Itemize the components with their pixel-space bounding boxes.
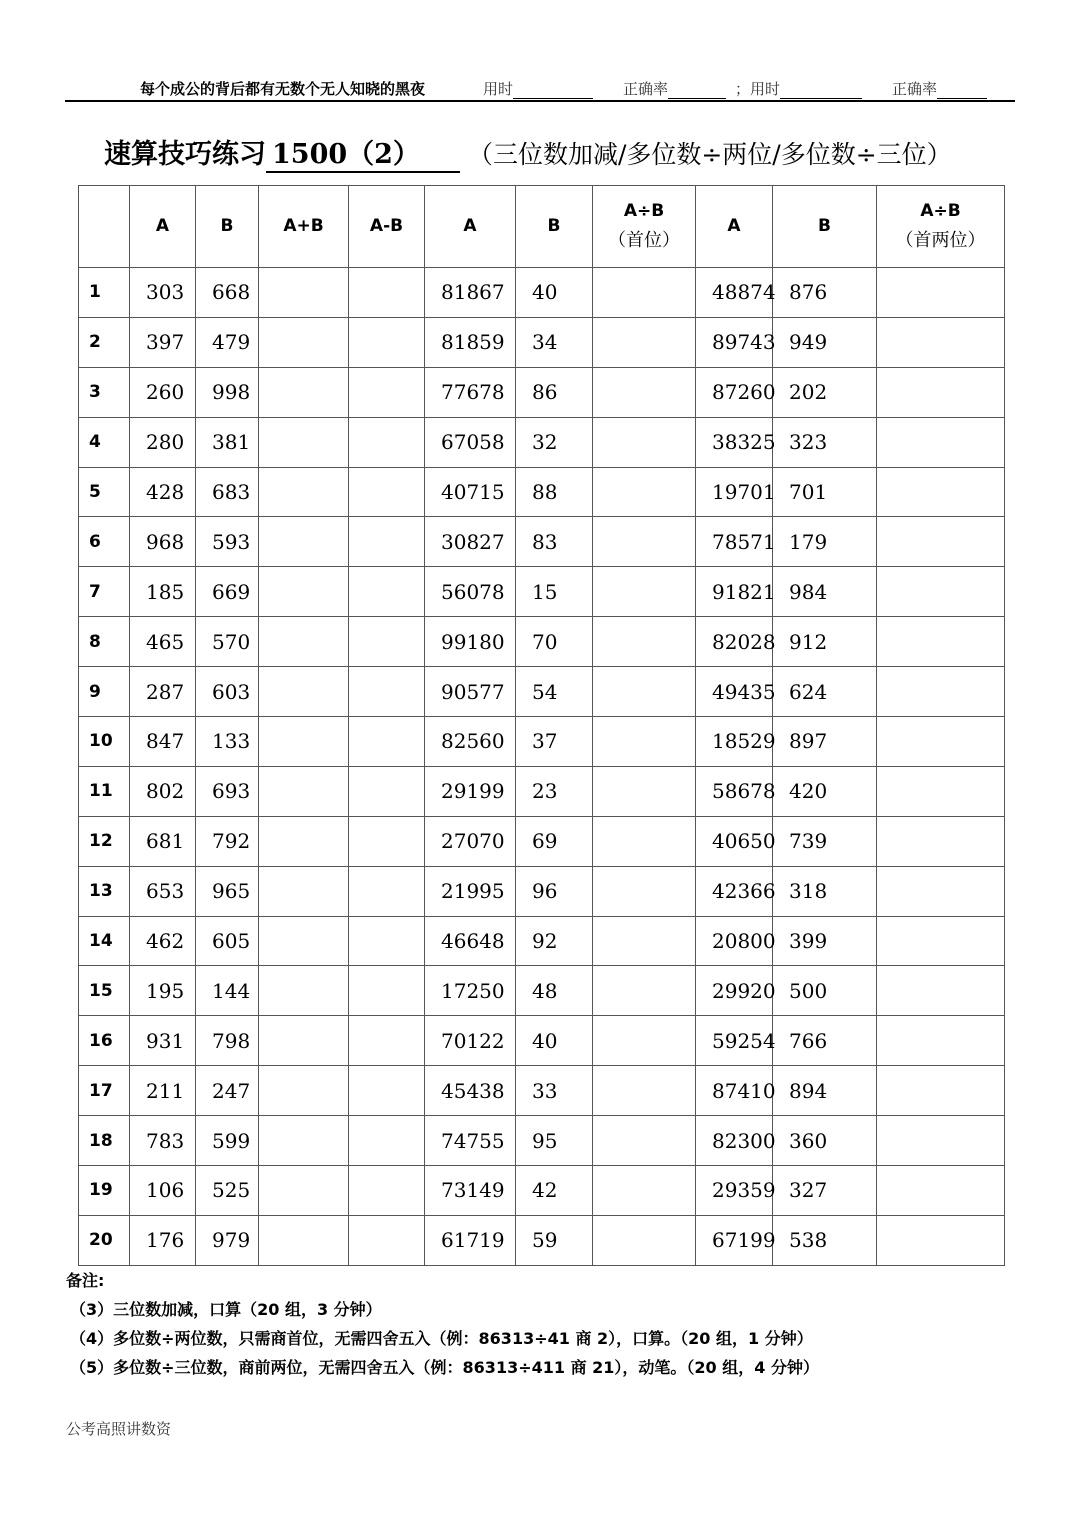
a2-value-cell: 21995 xyxy=(425,866,516,916)
b3-value-cell: 701 xyxy=(773,467,877,517)
row-index-cell: 14 xyxy=(79,916,130,966)
a1-value-cell: 195 xyxy=(130,966,196,1016)
b3-value-cell: 500 xyxy=(773,966,877,1016)
title-subtitle: （三位数加减/多位数÷两位/多位数÷三位） xyxy=(467,140,952,169)
time-label-1: 用时 xyxy=(483,80,514,98)
row-index-cell: 20 xyxy=(79,1215,130,1265)
b2-value-cell: 95 xyxy=(516,1116,593,1166)
b1-value-cell: 965 xyxy=(196,866,259,916)
sum-answer-cell[interactable] xyxy=(259,1166,349,1216)
diff-answer-cell[interactable] xyxy=(349,317,425,367)
table-row xyxy=(79,717,1005,767)
div3-answer-cell[interactable] xyxy=(877,617,1005,667)
a1-value-cell: 280 xyxy=(130,417,196,467)
div2-answer-cell[interactable] xyxy=(593,1116,696,1166)
b2-value-cell: 96 xyxy=(516,866,593,916)
a2-value-cell: 67058 xyxy=(425,417,516,467)
table-row xyxy=(79,1215,1005,1265)
sum-answer-cell[interactable] xyxy=(259,617,349,667)
table-row xyxy=(79,317,1005,367)
sum-answer-cell[interactable] xyxy=(259,1066,349,1116)
b3-value-cell: 360 xyxy=(773,1116,877,1166)
b1-value-cell: 599 xyxy=(196,1116,259,1166)
time-blank-2[interactable] xyxy=(780,82,862,99)
div3-answer-cell[interactable] xyxy=(877,667,1005,717)
row-index-cell: 12 xyxy=(79,816,130,866)
sum-answer-cell[interactable] xyxy=(259,717,349,767)
div2-answer-cell[interactable] xyxy=(593,916,696,966)
div2-answer-cell[interactable] xyxy=(593,667,696,717)
b1-value-cell: 247 xyxy=(196,1066,259,1116)
b3-value-cell: 624 xyxy=(773,667,877,717)
div3-answer-cell[interactable] xyxy=(877,1116,1005,1166)
b1-value-cell: 381 xyxy=(196,417,259,467)
b2-value-cell: 86 xyxy=(516,367,593,417)
a3-value-cell: 91821 xyxy=(696,567,773,617)
diff-answer-cell[interactable] xyxy=(349,567,425,617)
diff-answer-cell[interactable] xyxy=(349,866,425,916)
diff-answer-cell[interactable] xyxy=(349,467,425,517)
table-row xyxy=(79,667,1005,717)
accuracy-blank-2[interactable] xyxy=(937,82,987,99)
a1-value-cell: 428 xyxy=(130,467,196,517)
a2-value-cell: 29199 xyxy=(425,766,516,816)
b2-value-cell: 88 xyxy=(516,467,593,517)
div3-answer-cell[interactable] xyxy=(877,567,1005,617)
title-number: 1500（2） xyxy=(266,132,460,173)
a1-value-cell: 211 xyxy=(130,1066,196,1116)
a1-value-cell: 303 xyxy=(130,268,196,318)
a3-value-cell: 20800 xyxy=(696,916,773,966)
sum-answer-cell[interactable] xyxy=(259,417,349,467)
b3-value-cell: 420 xyxy=(773,766,877,816)
motto-text: 每个成公的背后都有无数个无人知晓的黑夜 xyxy=(140,80,426,98)
a2-value-cell: 99180 xyxy=(425,617,516,667)
div2-answer-cell[interactable] xyxy=(593,268,696,318)
row-index-cell: 19 xyxy=(79,1166,130,1216)
sum-answer-cell[interactable] xyxy=(259,667,349,717)
b3-value-cell: 327 xyxy=(773,1166,877,1216)
sum-answer-cell[interactable] xyxy=(259,317,349,367)
row-index-cell: 5 xyxy=(79,467,130,517)
accuracy-label-2: 正确率 xyxy=(892,80,938,98)
a3-value-cell: 29359 xyxy=(696,1166,773,1216)
a1-value-cell: 287 xyxy=(130,667,196,717)
div3-answer-cell[interactable] xyxy=(877,517,1005,567)
div3-answer-cell[interactable] xyxy=(877,1215,1005,1265)
table-row xyxy=(79,1166,1005,1216)
table-row xyxy=(79,1016,1005,1066)
a3-value-cell: 29920 xyxy=(696,966,773,1016)
table-row xyxy=(79,517,1005,567)
a3-value-cell: 18529 xyxy=(696,717,773,767)
b3-value-cell: 202 xyxy=(773,367,877,417)
a1-value-cell: 185 xyxy=(130,567,196,617)
div3-answer-cell[interactable] xyxy=(877,1066,1005,1116)
b1-value-cell: 479 xyxy=(196,317,259,367)
diff-answer-cell[interactable] xyxy=(349,367,425,417)
b1-value-cell: 693 xyxy=(196,766,259,816)
sum-answer-cell[interactable] xyxy=(259,866,349,916)
a2-value-cell: 70122 xyxy=(425,1016,516,1066)
div3-answer-cell[interactable] xyxy=(877,467,1005,517)
div3-answer-cell[interactable] xyxy=(877,1166,1005,1216)
div2-answer-cell[interactable] xyxy=(593,317,696,367)
b1-value-cell: 998 xyxy=(196,367,259,417)
b3-value-cell: 323 xyxy=(773,417,877,467)
diff-answer-cell[interactable] xyxy=(349,1215,425,1265)
div2-answer-cell[interactable] xyxy=(593,617,696,667)
div2-answer-cell[interactable] xyxy=(593,1166,696,1216)
table-row xyxy=(79,916,1005,966)
a3-value-cell: 78571 xyxy=(696,517,773,567)
diff-answer-cell[interactable] xyxy=(349,766,425,816)
diff-answer-cell[interactable] xyxy=(349,268,425,318)
a3-value-cell: 42366 xyxy=(696,866,773,916)
b1-value-cell: 525 xyxy=(196,1166,259,1216)
time-field-1 xyxy=(483,78,593,99)
table-row xyxy=(79,617,1005,667)
header-b1: B xyxy=(196,186,259,268)
a3-value-cell: 82300 xyxy=(696,1116,773,1166)
div3-answer-cell[interactable] xyxy=(877,916,1005,966)
div2-answer-cell[interactable] xyxy=(593,467,696,517)
header-div3-label: A÷B xyxy=(920,200,961,221)
a3-value-cell: 89743 xyxy=(696,317,773,367)
b2-value-cell: 40 xyxy=(516,1016,593,1066)
time-field-2 xyxy=(735,78,862,99)
b2-value-cell: 42 xyxy=(516,1166,593,1216)
sum-answer-cell[interactable] xyxy=(259,1016,349,1066)
b3-value-cell: 897 xyxy=(773,717,877,767)
table-row xyxy=(79,417,1005,467)
b2-value-cell: 59 xyxy=(516,1215,593,1265)
header-separator: ； xyxy=(735,80,751,98)
div3-answer-cell[interactable] xyxy=(877,1016,1005,1066)
accuracy-field-2 xyxy=(892,78,987,99)
b3-value-cell: 912 xyxy=(773,617,877,667)
header-sum: A+B xyxy=(259,186,349,268)
diff-answer-cell[interactable] xyxy=(349,916,425,966)
div3-answer-cell[interactable] xyxy=(877,417,1005,467)
a2-value-cell: 40715 xyxy=(425,467,516,517)
table-row xyxy=(79,467,1005,517)
header-a1: A xyxy=(130,186,196,268)
row-index-cell: 10 xyxy=(79,717,130,767)
b1-value-cell: 593 xyxy=(196,517,259,567)
table-row xyxy=(79,367,1005,417)
table-header-row xyxy=(79,186,1005,268)
table-row xyxy=(79,816,1005,866)
a2-value-cell: 27070 xyxy=(425,816,516,866)
a1-value-cell: 681 xyxy=(130,816,196,866)
div3-answer-cell[interactable] xyxy=(877,268,1005,318)
title-main: 速算技巧练习 xyxy=(104,139,266,170)
b1-value-cell: 792 xyxy=(196,816,259,866)
table-row xyxy=(79,766,1005,816)
a1-value-cell: 462 xyxy=(130,916,196,966)
header-a3: A xyxy=(696,186,773,268)
note-line-5: （5）多位数÷三位数，商前两位，无需四舍五入（例：86313÷411 商 21），动笔。（20 组，4 分钟） xyxy=(70,1358,819,1377)
note-line-4: （4）多位数÷两位数，只需商首位，无需四舍五入（例：86313÷41 商 2），口算。（20 组，1 分钟） xyxy=(70,1329,813,1348)
header-div2-sub: （首位） xyxy=(608,229,680,251)
b1-value-cell: 133 xyxy=(196,717,259,767)
div2-answer-cell[interactable] xyxy=(593,966,696,1016)
note-line-3: （3）三位数加减，口算（20 组，3 分钟） xyxy=(70,1300,382,1319)
b1-value-cell: 979 xyxy=(196,1215,259,1265)
b2-value-cell: 40 xyxy=(516,268,593,318)
b3-value-cell: 984 xyxy=(773,567,877,617)
header-div2-label: A÷B xyxy=(623,200,665,221)
row-index-cell: 17 xyxy=(79,1066,130,1116)
diff-answer-cell[interactable] xyxy=(349,617,425,667)
b2-value-cell: 37 xyxy=(516,717,593,767)
a3-value-cell: 87410 xyxy=(696,1066,773,1116)
a2-value-cell: 74755 xyxy=(425,1116,516,1166)
b3-value-cell: 538 xyxy=(773,1215,877,1265)
header-div3-sub: （首两位） xyxy=(895,229,986,251)
b2-value-cell: 69 xyxy=(516,816,593,866)
table-row xyxy=(79,866,1005,916)
b1-value-cell: 605 xyxy=(196,916,259,966)
row-index-cell: 16 xyxy=(79,1016,130,1066)
sum-answer-cell[interactable] xyxy=(259,467,349,517)
a1-value-cell: 968 xyxy=(130,517,196,567)
sum-answer-cell[interactable] xyxy=(259,966,349,1016)
div3-answer-cell[interactable] xyxy=(877,766,1005,816)
sum-answer-cell[interactable] xyxy=(259,517,349,567)
div3-answer-cell[interactable] xyxy=(877,866,1005,916)
table-body xyxy=(79,268,1005,1266)
b1-value-cell: 683 xyxy=(196,467,259,517)
b2-value-cell: 32 xyxy=(516,417,593,467)
row-index-cell: 9 xyxy=(79,667,130,717)
footer-text: 公考高照讲数资 xyxy=(66,1420,172,1438)
a2-value-cell: 73149 xyxy=(425,1166,516,1216)
div3-answer-cell[interactable] xyxy=(877,317,1005,367)
div3-answer-cell[interactable] xyxy=(877,966,1005,1016)
sum-answer-cell[interactable] xyxy=(259,766,349,816)
a3-value-cell: 48874 xyxy=(696,268,773,318)
a3-value-cell: 67199 xyxy=(696,1215,773,1265)
row-index-cell: 15 xyxy=(79,966,130,1016)
row-index-cell: 7 xyxy=(79,567,130,617)
b1-value-cell: 668 xyxy=(196,268,259,318)
a1-value-cell: 653 xyxy=(130,866,196,916)
a2-value-cell: 90577 xyxy=(425,667,516,717)
a3-value-cell: 82028 xyxy=(696,617,773,667)
a2-value-cell: 30827 xyxy=(425,517,516,567)
row-index-cell: 1 xyxy=(79,268,130,318)
sum-answer-cell[interactable] xyxy=(259,1116,349,1166)
header-div2 xyxy=(593,186,696,268)
a1-value-cell: 106 xyxy=(130,1166,196,1216)
div2-answer-cell[interactable] xyxy=(593,816,696,866)
a2-value-cell: 56078 xyxy=(425,567,516,617)
notes-section xyxy=(66,1266,819,1382)
table-row xyxy=(79,1066,1005,1116)
a3-value-cell: 38325 xyxy=(696,417,773,467)
b2-value-cell: 54 xyxy=(516,667,593,717)
b2-value-cell: 48 xyxy=(516,966,593,1016)
a2-value-cell: 82560 xyxy=(425,717,516,767)
page-title xyxy=(104,132,952,173)
b2-value-cell: 70 xyxy=(516,617,593,667)
b2-value-cell: 15 xyxy=(516,567,593,617)
row-index-cell: 8 xyxy=(79,617,130,667)
a2-value-cell: 46648 xyxy=(425,916,516,966)
practice-table xyxy=(78,185,1005,1266)
a1-value-cell: 847 xyxy=(130,717,196,767)
b1-value-cell: 144 xyxy=(196,966,259,1016)
b1-value-cell: 798 xyxy=(196,1016,259,1066)
a2-value-cell: 77678 xyxy=(425,367,516,417)
row-index-cell: 4 xyxy=(79,417,130,467)
diff-answer-cell[interactable] xyxy=(349,717,425,767)
b3-value-cell: 766 xyxy=(773,1016,877,1066)
a1-value-cell: 397 xyxy=(130,317,196,367)
div2-answer-cell[interactable] xyxy=(593,1215,696,1265)
b3-value-cell: 876 xyxy=(773,268,877,318)
div2-answer-cell[interactable] xyxy=(593,517,696,567)
diff-answer-cell[interactable] xyxy=(349,1016,425,1066)
a3-value-cell: 87260 xyxy=(696,367,773,417)
b2-value-cell: 34 xyxy=(516,317,593,367)
table-row xyxy=(79,567,1005,617)
a3-value-cell: 40650 xyxy=(696,816,773,866)
header-diff: A-B xyxy=(349,186,425,268)
b3-value-cell: 399 xyxy=(773,916,877,966)
a1-value-cell: 176 xyxy=(130,1215,196,1265)
sum-answer-cell[interactable] xyxy=(259,367,349,417)
sum-answer-cell[interactable] xyxy=(259,1215,349,1265)
a3-value-cell: 59254 xyxy=(696,1016,773,1066)
div3-answer-cell[interactable] xyxy=(877,816,1005,866)
a1-value-cell: 802 xyxy=(130,766,196,816)
div3-answer-cell[interactable] xyxy=(877,367,1005,417)
sum-answer-cell[interactable] xyxy=(259,816,349,866)
header-div3 xyxy=(877,186,1005,268)
header-index xyxy=(79,186,130,268)
diff-answer-cell[interactable] xyxy=(349,1066,425,1116)
diff-answer-cell[interactable] xyxy=(349,1166,425,1216)
time-label-2: 用时 xyxy=(750,80,781,98)
div2-answer-cell[interactable] xyxy=(593,1016,696,1066)
b3-value-cell: 894 xyxy=(773,1066,877,1116)
table-row xyxy=(79,1116,1005,1166)
a1-value-cell: 260 xyxy=(130,367,196,417)
div2-answer-cell[interactable] xyxy=(593,717,696,767)
a2-value-cell: 17250 xyxy=(425,966,516,1016)
diff-answer-cell[interactable] xyxy=(349,517,425,567)
a2-value-cell: 81859 xyxy=(425,317,516,367)
b3-value-cell: 739 xyxy=(773,816,877,866)
b3-value-cell: 318 xyxy=(773,866,877,916)
div2-answer-cell[interactable] xyxy=(593,1066,696,1116)
diff-answer-cell[interactable] xyxy=(349,417,425,467)
b2-value-cell: 33 xyxy=(516,1066,593,1116)
row-index-cell: 2 xyxy=(79,317,130,367)
diff-answer-cell[interactable] xyxy=(349,966,425,1016)
accuracy-label-1: 正确率 xyxy=(623,80,669,98)
a2-value-cell: 81867 xyxy=(425,268,516,318)
div2-answer-cell[interactable] xyxy=(593,866,696,916)
row-index-cell: 3 xyxy=(79,367,130,417)
row-index-cell: 18 xyxy=(79,1116,130,1166)
b1-value-cell: 603 xyxy=(196,667,259,717)
a3-value-cell: 19701 xyxy=(696,467,773,517)
table-row xyxy=(79,268,1005,318)
sum-answer-cell[interactable] xyxy=(259,268,349,318)
header-a2: A xyxy=(425,186,516,268)
div2-answer-cell[interactable] xyxy=(593,766,696,816)
b2-value-cell: 83 xyxy=(516,517,593,567)
a1-value-cell: 465 xyxy=(130,617,196,667)
b2-value-cell: 23 xyxy=(516,766,593,816)
a2-value-cell: 61719 xyxy=(425,1215,516,1265)
worksheet-header xyxy=(65,74,1015,102)
diff-answer-cell[interactable] xyxy=(349,816,425,866)
a2-value-cell: 45438 xyxy=(425,1066,516,1116)
b3-value-cell: 949 xyxy=(773,317,877,367)
row-index-cell: 6 xyxy=(79,517,130,567)
row-index-cell: 11 xyxy=(79,766,130,816)
notes-label: 备注: xyxy=(66,1271,105,1290)
a1-value-cell: 783 xyxy=(130,1116,196,1166)
b2-value-cell: 92 xyxy=(516,916,593,966)
diff-answer-cell[interactable] xyxy=(349,667,425,717)
accuracy-field-1 xyxy=(623,78,726,99)
b1-value-cell: 570 xyxy=(196,617,259,667)
div2-answer-cell[interactable] xyxy=(593,367,696,417)
a3-value-cell: 49435 xyxy=(696,667,773,717)
sum-answer-cell[interactable] xyxy=(259,567,349,617)
row-index-cell: 13 xyxy=(79,866,130,916)
div2-answer-cell[interactable] xyxy=(593,417,696,467)
div3-answer-cell[interactable] xyxy=(877,717,1005,767)
b3-value-cell: 179 xyxy=(773,517,877,567)
b1-value-cell: 669 xyxy=(196,567,259,617)
time-blank-1[interactable] xyxy=(513,82,593,99)
accuracy-blank-1[interactable] xyxy=(668,82,726,99)
header-b2: B xyxy=(516,186,593,268)
diff-answer-cell[interactable] xyxy=(349,1116,425,1166)
header-b3: B xyxy=(773,186,877,268)
a1-value-cell: 931 xyxy=(130,1016,196,1066)
div2-answer-cell[interactable] xyxy=(593,567,696,617)
a3-value-cell: 58678 xyxy=(696,766,773,816)
table-row xyxy=(79,966,1005,1016)
sum-answer-cell[interactable] xyxy=(259,916,349,966)
